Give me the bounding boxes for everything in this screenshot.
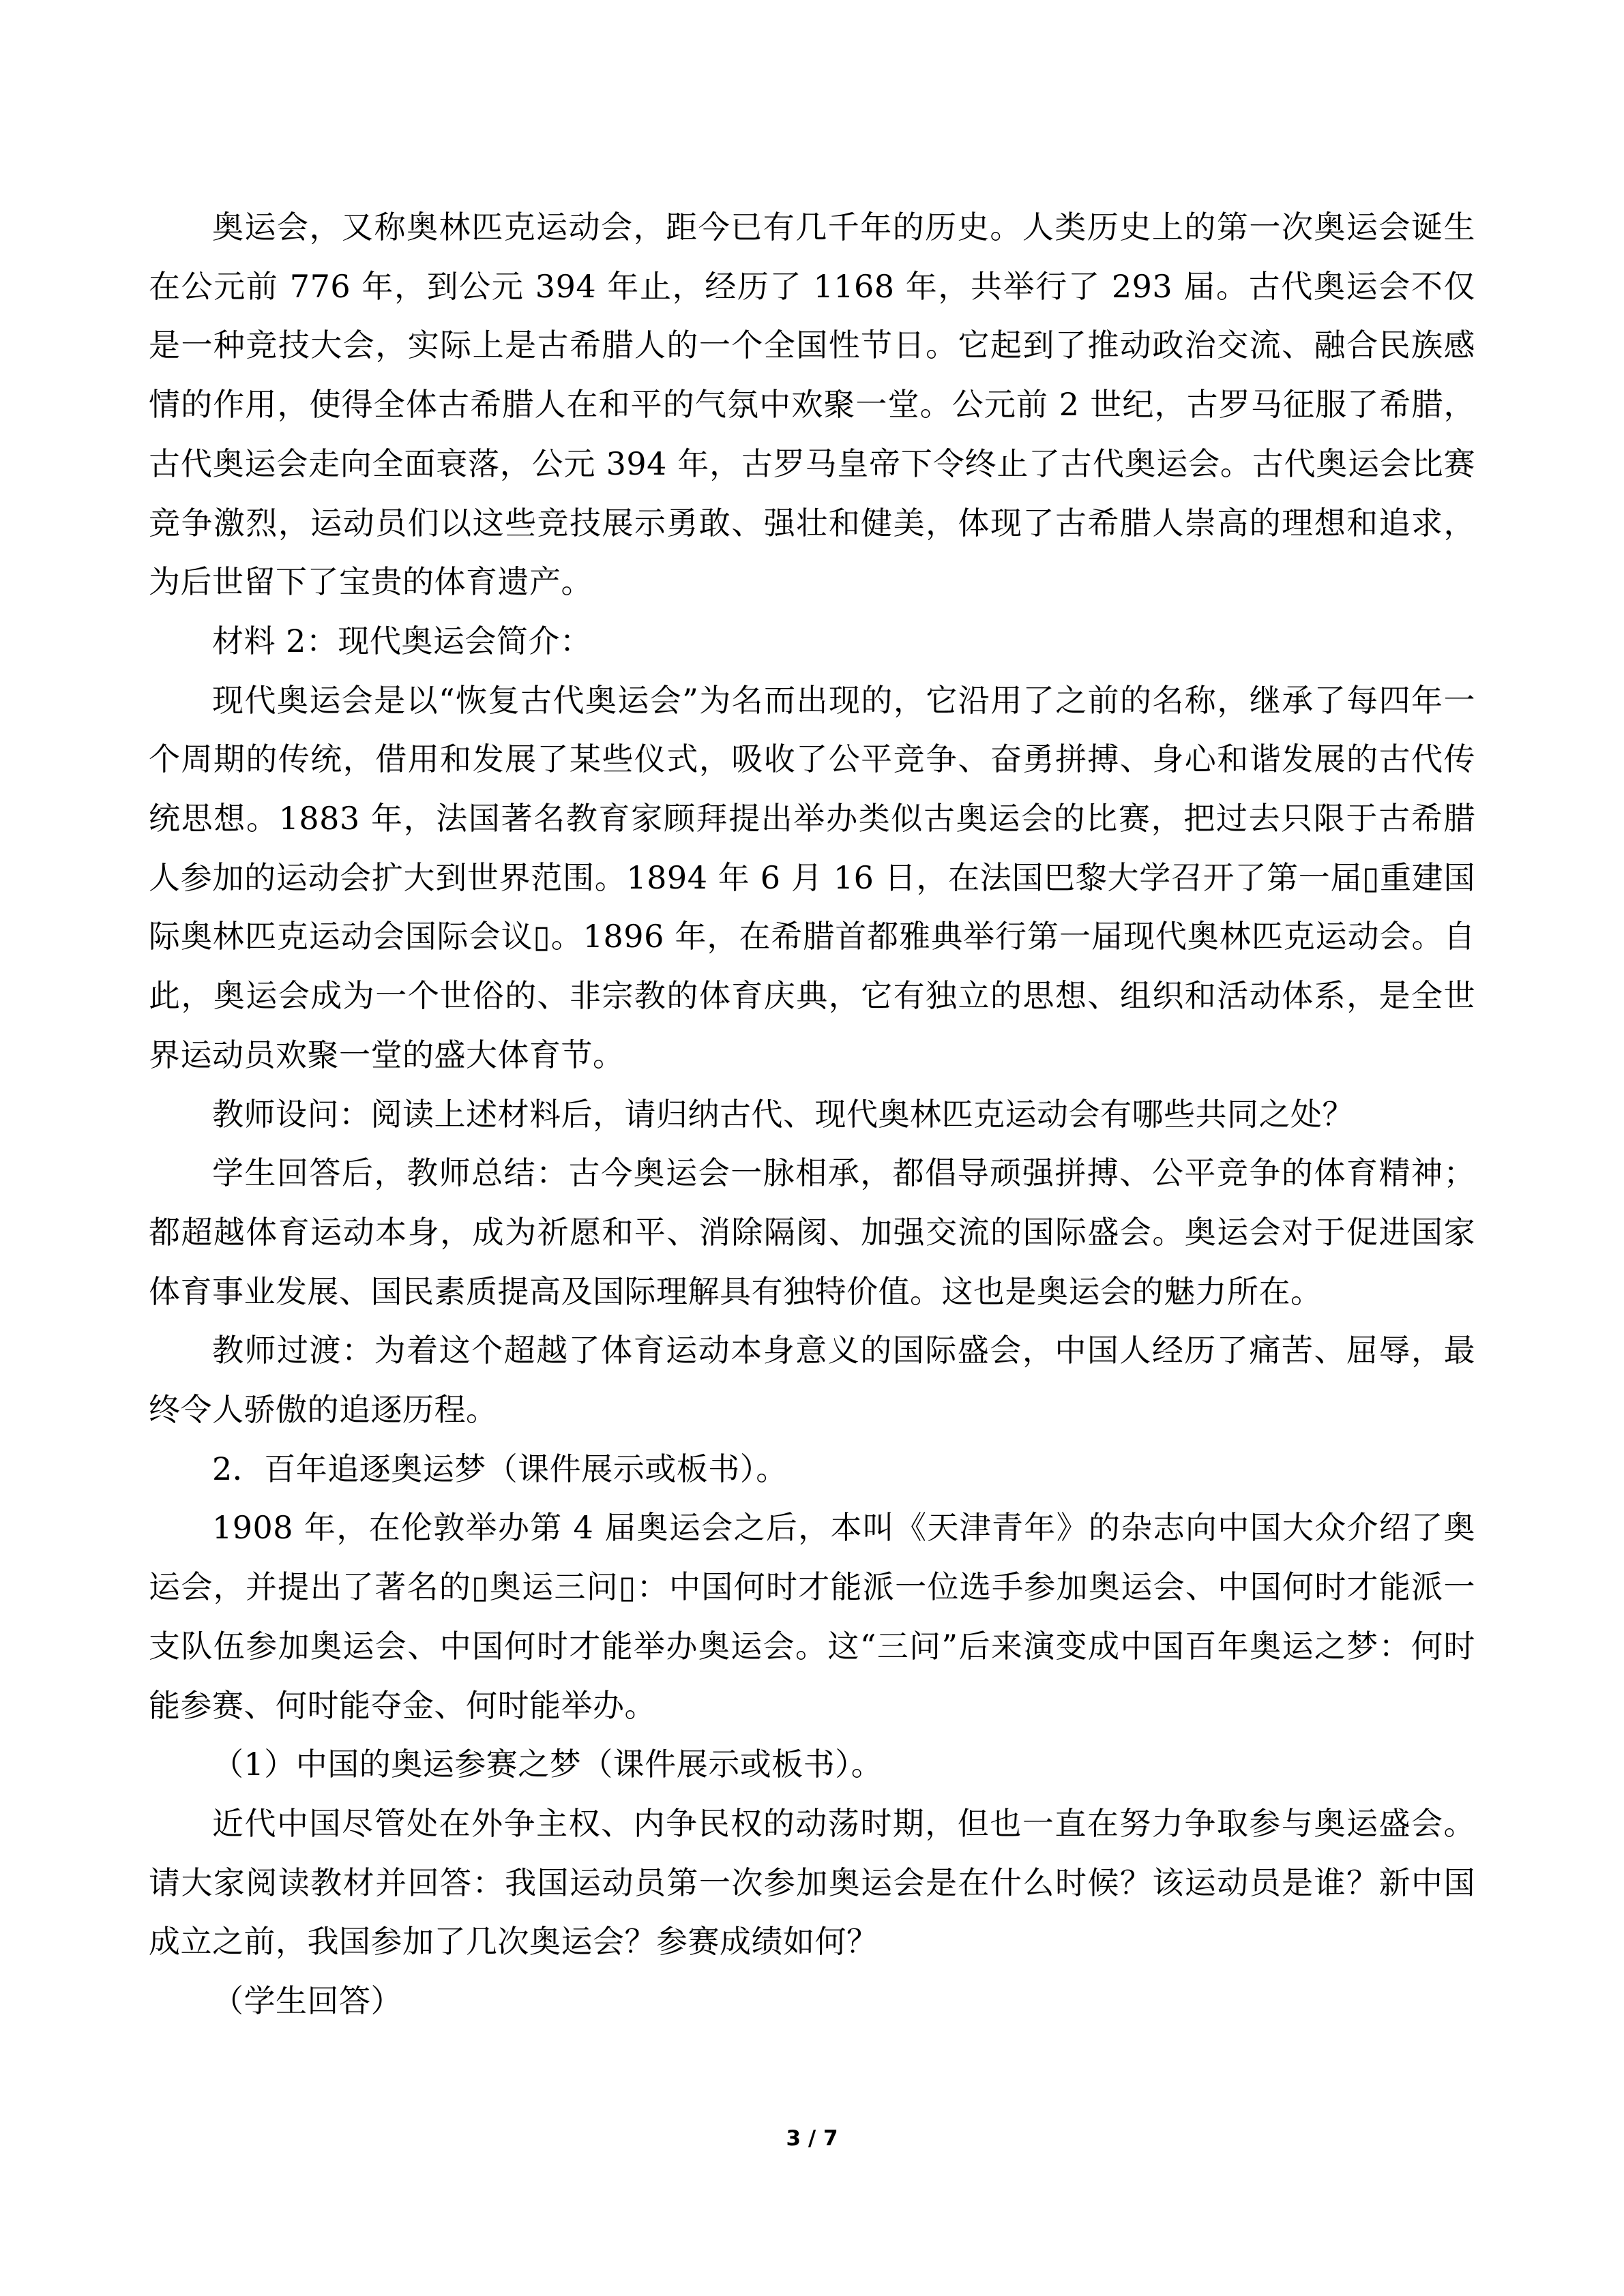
paragraph-student-answer: （学生回答）: [212, 1982, 402, 2020]
paragraph-early-participation: 近代中国尽管处在外争主权、内争民权的动荡时期，但也一直在努力争取参与奥运盛会。请大家阅读教材并回答：我国运动员第一次参加奥运会是在什么时候？该运动员是谁？新中国成立之前，我国参加了几次奥运会？参赛成绩如何？: [149, 1804, 1475, 1960]
subsection-heading-participation-dream: （1）中国的奥运参赛之梦（课件展示或板书）。: [212, 1746, 883, 1783]
paragraph-teacher-transition: 教师过渡：为着这个超越了体育运动本身意义的国际盛会，中国人经历了痛苦、屈辱，最终令人骄傲的追逐历程。: [149, 1332, 1475, 1429]
document-body: [149, 198, 1475, 2031]
page-number: 3 / 7: [786, 2126, 838, 2151]
paragraph-teacher-summary: 学生回答后，教师总结：古今奥运会一脉相承，都倡导顽强拼搏、公平竞争的体育精神；都超越体育运动本身，成为祈愿和平、消除隔阂、加强交流的国际盛会。奥运会对于促进国家体育事业发展、国民素质提高及国际理解具有独特价值。这也是奥运会的魅力所在。: [149, 1154, 1475, 1310]
paragraph-material-2-heading: 材料 2：现代奥运会简介：: [212, 622, 592, 659]
section-heading-century-dream: 2．百年追逐奥运梦（课件展示或板书）。: [212, 1450, 788, 1487]
paragraph-teacher-question: 教师设问：阅读上述材料后，请归纳古代、现代奥林匹克运动会有哪些共同之处？: [212, 1095, 1354, 1133]
paragraph-three-questions: 1908 年，在伦敦举办第 4 届奥运会之后，本叫《天津青年》的杂志向中国大众介绍了奥运会，并提出了著名的▯奥运三问▯：中国何时才能派一位选手参加奥运会、中国何时才能派一支队伍参加奥运会、中国何时才能举办奥运会。这“三问”后来演变成中国百年奥运之梦：何时能参赛、何时能夺金、何时能举办。: [149, 1509, 1475, 1724]
paragraph-ancient-olympics: 奥运会，又称奥林匹克运动会，距今已有几千年的历史。人类历史上的第一次奥运会诞生在公元前 776 年，到公元 394 年止，经历了 1168 年，共举行了 293 届。古代奥运会不仅是一种竞技大会，实际上是古希腊人的一个全国性节日。它起到了推动政治交流、融合民族感情的作用，使得全体古希腊人在和平的气氛中欢聚一堂。公元前 2 世纪，古罗马征服了希腊，古代奥运会走向全面衰落，公元 394 年，古罗马皇帝下令终止了古代奥运会。古代奥运会比赛竞争激烈，运动员们以这些竞技展示勇敢、强壮和健美，体现了古希腊人崇高的理想和追求，为后世留下了宝贵的体育遗产。: [149, 209, 1475, 601]
paragraph-modern-olympics: 现代奥运会是以“恢复古代奥运会”为名而出现的，它沿用了之前的名称，继承了每四年一个周期的传统，借用和发展了某些仪式，吸收了公平竞争、奋勇拼搏、身心和谐发展的古代传统思想。1883 年，法国著名教育家顾拜提出举办类似古奥运会的比赛，把过去只限于古希腊人参加的运动会扩大到世界范围。1894 年 6 月 16 日，在法国巴黎大学召开了第一届▯重建国际奥林匹克运动会国际会议▯。1896 年，在希腊首都雅典举行第一届现代奥林匹克运动会。自此，奥运会成为一个世俗的、非宗教的体育庆典，它有独立的思想、组织和活动体系，是全世界运动员欢聚一堂的盛大体育节。: [149, 681, 1475, 1073]
